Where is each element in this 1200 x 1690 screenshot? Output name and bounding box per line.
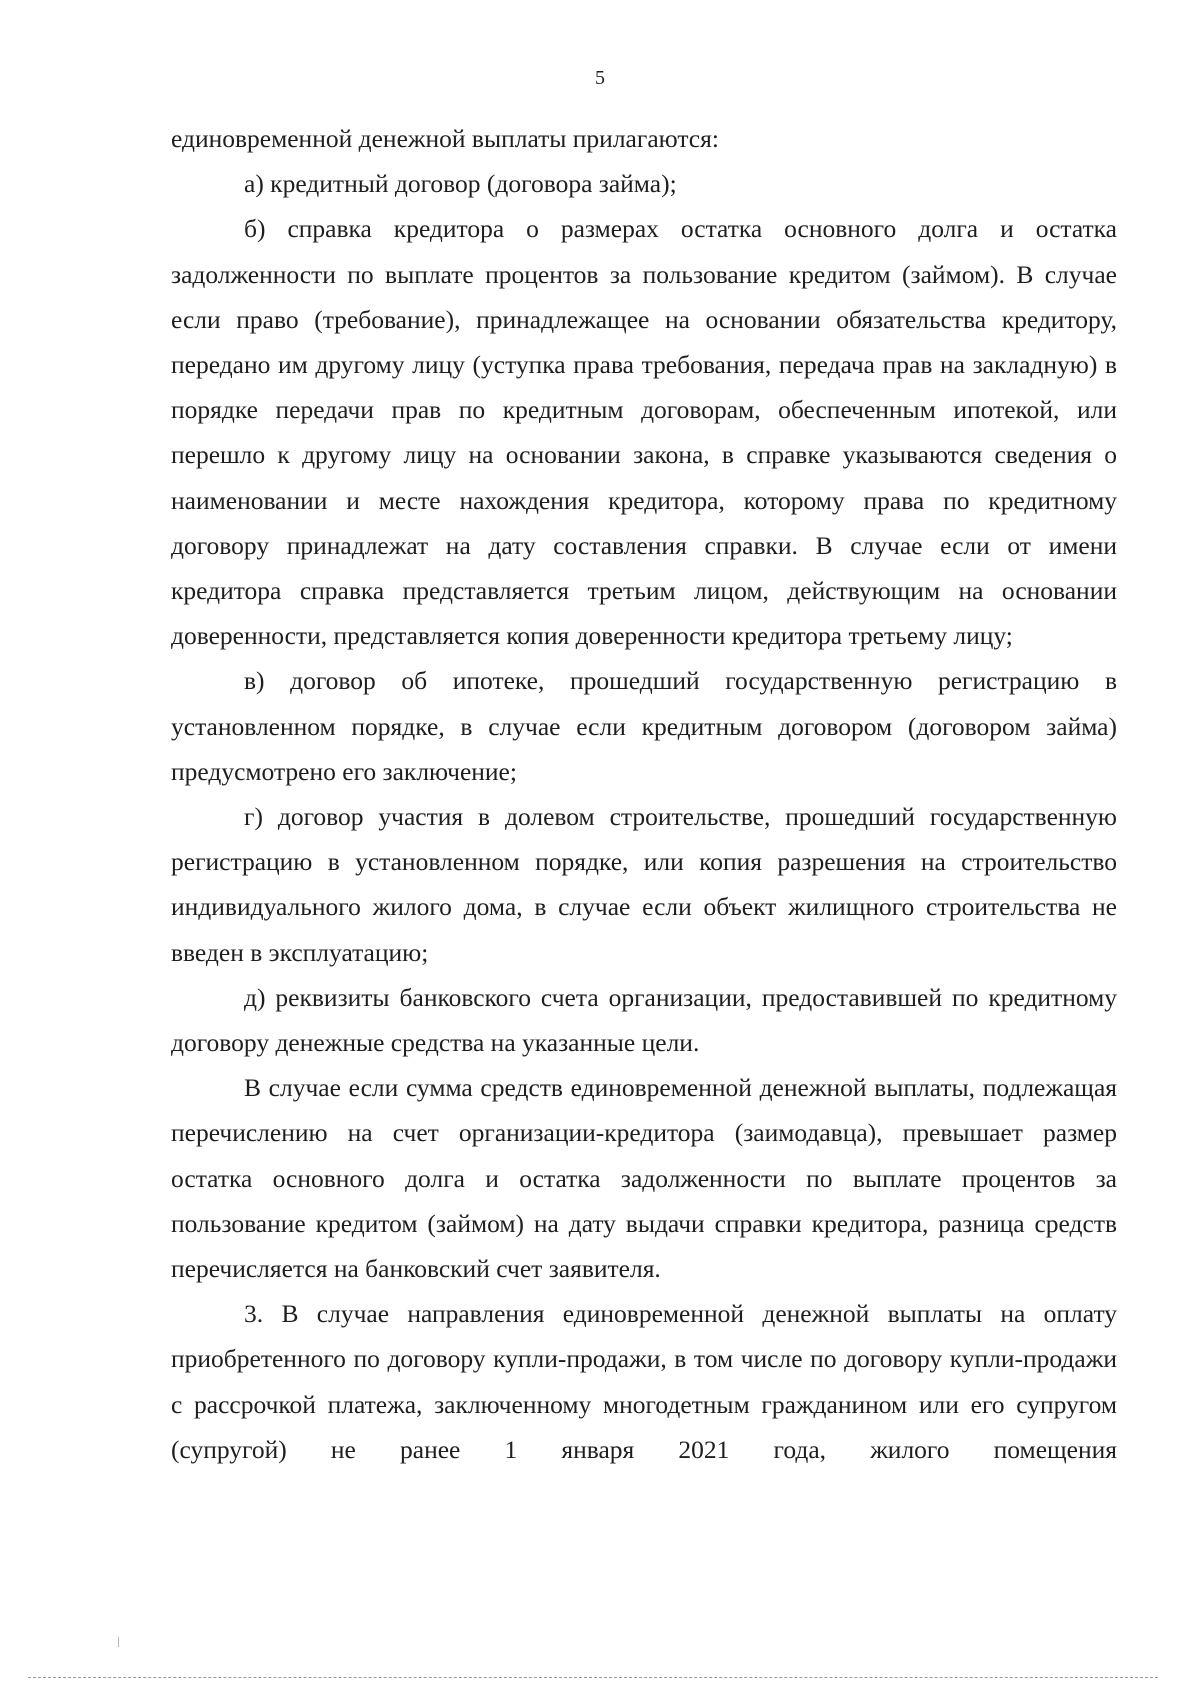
- page-number: 5: [595, 67, 605, 89]
- list-item-v: в) договор об ипотеке, прошедший государственную регистрацию в установленном порядке, в случае если кредитным договором (договором займа) предусмотрено его заключение;: [171, 666, 1117, 786]
- paragraph-excess-amount: В случае если сумма средств единовременной денежной выплаты, подлежащая перечислению на счет организации-кредитора (заимодавца), превышает размер остатка основного долга и остатка задолженности по выплате процентов за пользование кредитом (займом) на дату выдачи справки кредитора, разница средств перечисляется на банковский счет заявителя.: [171, 1073, 1117, 1284]
- scan-edge-line: [28, 1677, 1158, 1678]
- paragraph-continuation: единовременной денежной выплаты прилагаются:: [171, 124, 719, 153]
- list-item-d: д) реквизиты банковского счета организации, предоставившей по кредитному договору денежные средства на указанные цели.: [171, 982, 1117, 1058]
- list-item-b: б) справка кредитора о размерах остатка основного долга и остатка задолженности по выплате процентов за пользование кредитом (займом). В случае если право (требование), принадлежащее на основании обязательства кредитору, передано им другому лицу (уступка права требования, передача прав на закладную) в порядке передачи прав по кредитным договорам, обеспеченным ипотекой, или перешло к другому лицу на основании закона, в справке указываются сведения о наименовании и месте нахождения кредитора, которому права по кредитному договору принадлежат на дату составления справки. В случае если от имени кредитора справка представляется третьим лицом, действующим на основании доверенности, представляется копия доверенности кредитора третьему лицу;: [171, 214, 1117, 651]
- paragraph-section-3: 3. В случае направления единовременной денежной выплаты на оплату приобретенного по договору купли-продажи, в том числе по договору купли-продажи с рассрочкой платежа, заключенному многодетным гражданином или его супругом (супругой) не ранее 1 января 2021 года, жилого помещения: [171, 1299, 1117, 1464]
- scan-artifact-mark: [118, 1637, 119, 1647]
- list-item-g: г) договор участия в долевом строительстве, прошедший государственную регистрацию в установленном порядке, или копия разрешения на строительство индивидуального жилого дома, в случае если объект жилищного строительства не введен в эксплуатацию;: [171, 802, 1117, 967]
- document-body: [171, 116, 1117, 1472]
- list-item-a: а) кредитный договор (договора займа);: [244, 169, 677, 199]
